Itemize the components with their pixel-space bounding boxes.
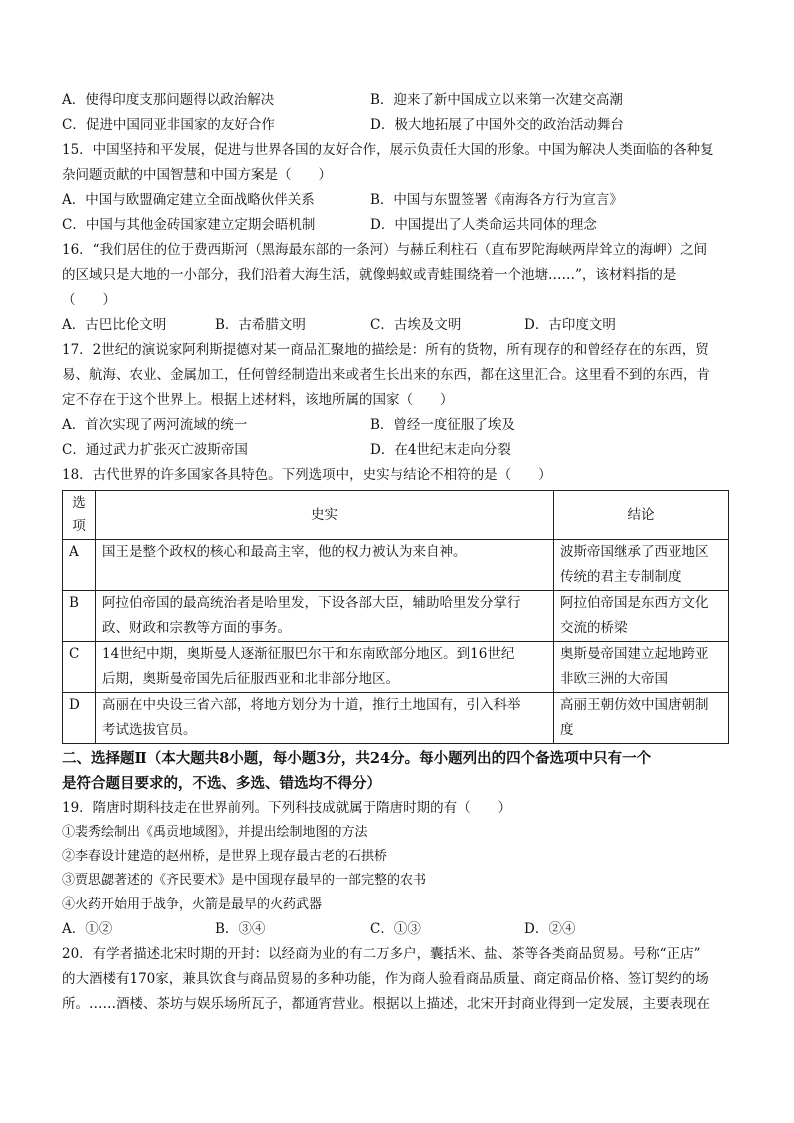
row-fact [96,540,554,591]
q15-option-a[interactable]: A．中国与欧盟确定建立全面战略伙伴关系 [62,192,315,208]
q17-option-d[interactable]: D．在4世纪末走向分裂 [370,442,511,458]
q17-stem-line-2: 易、航海、农业、金属加工，任何曾经制造出来或者生长出来的东西，都在这里汇合。这里看不到的东西，肯 [62,367,710,383]
q18-stem: 18．古代世界的许多国家各具特色。下列选项中，史实与结论不相符的是（ ） [62,467,552,483]
row-fact [96,642,554,693]
row-conclusion [554,693,729,744]
row-option: D [63,693,96,744]
row-option: A [63,540,96,591]
fact-line: 高丽在中央设三省六部，将地方划分为十道，推行土地国有，引入科举 [102,697,521,713]
table-row[interactable] [63,540,729,591]
row-option: B [63,591,96,642]
conclusion-line: 度 [560,722,574,738]
q14-options-row-2 [62,113,732,138]
q15-option-d[interactable]: D．中国提出了人类命运共同体的理念 [370,217,597,233]
q14-option-c[interactable]: C．促进中国同亚非国家的友好合作 [62,117,275,133]
q19-option-a[interactable]: A．①② [62,921,113,937]
q15-options-row-2 [62,213,732,238]
q14-options-row-1 [62,88,732,113]
q16-stem-line-1: 16．“我们居住的位于费西斯河（黑海最东部的一条河）与赫丘利柱石（直布罗陀海峡两岸耸立的海岬）之间 [62,242,708,258]
exam-page [62,88,732,1017]
q20-stem-line-2: 的大酒楼有170家，兼具饮食与商品贸易的多种功能，作为商人验看商品质量、商定商品价格、签订契约的场 [62,971,709,987]
q19-stem: 19．隋唐时期科技走在世界前列。下列科技成就属于隋唐时期的有（ ） [62,800,512,816]
q16-stem-line-3: （ ） [62,292,116,308]
q15-stem-line-1: 15．中国坚持和平发展，促进与世界各国的友好合作，展示负责任大国的形象。中国为解决人类面临的各种复 [62,142,714,158]
q16-option-b[interactable]: B．古希腊文明 [215,317,306,333]
row-conclusion [554,540,729,591]
q19-option-b[interactable]: B．③④ [215,921,266,937]
q17-options-row-2 [62,438,732,463]
header-fact: 史实 [96,491,554,540]
conclusion-line: 波斯帝国继承了西亚地区 [560,544,709,560]
q20-stem-line-3: 所。……酒楼、茶坊与娱乐场所瓦子，都通宵营业。根据以上描述，北宋开封商业得到一定发展，主要表现在 [62,996,710,1012]
q19-item-4: ④火药开始用于战争，火箭是最早的火药武器 [62,897,323,912]
q15-stem-line-2: 杂问题贡献的中国智慧和中国方案是（ ） [62,167,332,183]
q20-stem-line-1: 20．有学者描述北宋时期的开封：以经商为业的有二万多户，囊括米、盐、茶等各类商品贸易。号称“正店” [62,946,701,962]
q17-stem-line-1: 17．2世纪的演说家阿利斯提德对某一商品汇聚地的描绘是：所有的货物，所有现存的和曾经存在的东西，贸 [62,342,709,358]
q15-option-b[interactable]: B．中国与东盟签署《南海各方行为宣言》 [370,192,623,208]
q18-table [62,490,729,744]
q19-item-3: ③贾思勰著述的《齐民要术》是中国现存最早的一部完整的农书 [62,873,427,888]
q17-options-row-1 [62,413,732,438]
q14-option-a[interactable]: A．使得印度支那问题得以政治解决 [62,92,275,108]
q17-stem-line-3: 定不存在于这个世界上。根据上述材料，该地所属的国家（ ） [62,392,454,408]
fact-line: 考试选拔官员。 [102,722,197,738]
q17-option-b[interactable]: B．曾经一度征服了埃及 [370,417,515,433]
q14-option-d[interactable]: D．极大地拓展了中国外交的政治活动舞台 [370,117,624,133]
q15-option-c[interactable]: C．中国与其他金砖国家建立定期会晤机制 [62,217,316,233]
table-row[interactable] [63,693,729,744]
conclusion-line: 阿拉伯帝国是东西方文化 [560,595,709,611]
table-row[interactable] [63,642,729,693]
q19-item-1: ①裴秀绘制出《禹贡地域图》，并提出绘制地图的方法 [62,825,368,840]
fact-line: 后期，奥斯曼帝国先后征服西亚和北非部分地区。 [102,671,399,687]
row-conclusion [554,591,729,642]
conclusion-line: 传统的君主专制制度 [560,569,682,585]
row-option: C [63,642,96,693]
q16-option-a[interactable]: A．古巴比伦文明 [62,317,167,333]
q17-option-a[interactable]: A．首次实现了两河流域的统一 [62,417,248,433]
row-fact [96,693,554,744]
header-conclusion: 结论 [554,491,729,540]
q16-stem-line-2: 的区域只是大地的一小部分，我们沿着大海生活，就像蚂蚁或青蛙围绕着一个池塘……”，该材料指的是 [62,267,677,283]
section-2-heading-line-2: 是符合题目要求的，不选、多选、错选均不得分） [62,775,381,792]
q16-options-row [62,313,732,338]
conclusion-line: 非欧三洲的大帝国 [560,671,668,687]
q16-option-d[interactable]: D．古印度文明 [524,317,616,333]
table-header-row [63,491,729,540]
section-2-heading-line-1: 二、选择题Ⅱ（本大题共8小题，每小题3分，共24分。每小题列出的四个备选项中只有一个 [62,750,652,767]
conclusion-line: 奥斯曼帝国建立起地跨亚 [560,646,709,662]
table-row[interactable] [63,591,729,642]
row-conclusion [554,642,729,693]
q14-option-b[interactable]: B．迎来了新中国成立以来第一次建交高潮 [370,92,623,108]
header-option: 选项 [63,491,96,540]
conclusion-line: 交流的桥梁 [560,620,628,636]
q19-option-c[interactable]: C．①③ [370,921,421,937]
fact-line: 政、财政和宗教等方面的事务。 [102,620,291,636]
q16-option-c[interactable]: C．古埃及文明 [370,317,462,333]
fact-line: 国王是整个政权的核心和最高主宰，他的权力被认为来自神。 [102,544,467,560]
q19-item-2: ②李春设计建造的赵州桥，是世界上现存最古老的石拱桥 [62,849,388,864]
q19-option-d[interactable]: D．②④ [524,921,576,937]
q17-option-c[interactable]: C．通过武力扩张灭亡波斯帝国 [62,442,248,458]
row-fact [96,591,554,642]
q15-options-row-1 [62,188,732,213]
fact-line: 14世纪中期，奥斯曼人逐渐征服巴尔干和东南欧部分地区。到16世纪 [102,646,515,662]
q19-options-row [62,917,732,942]
conclusion-line: 高丽王朝仿效中国唐朝制 [560,697,709,713]
fact-line: 阿拉伯帝国的最高统治者是哈里发，下设各部大臣，辅助哈里发分掌行 [102,595,521,611]
